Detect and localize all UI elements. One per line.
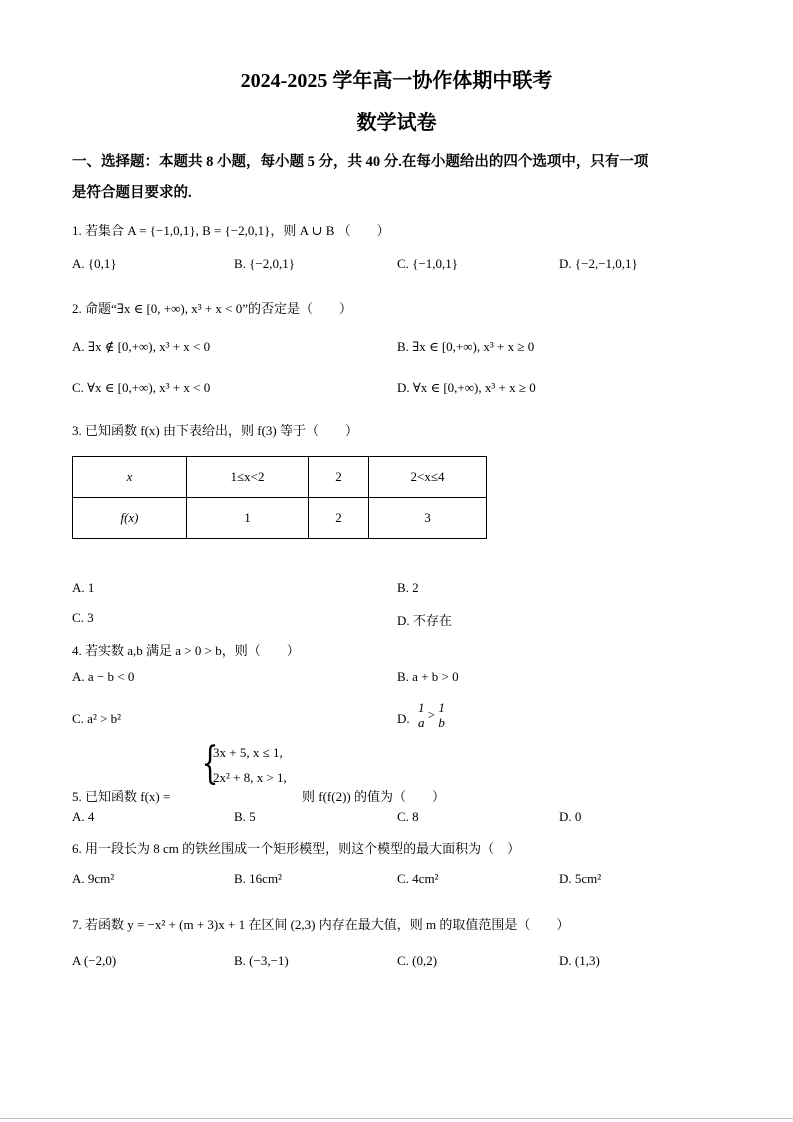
page-title: 2024-2025 学年高一协作体期中联考 [240,70,553,92]
piecewise-case-1: 3x + 5, x ≤ 1, [213,745,283,760]
question-5-option-c: C. 8 [397,809,419,824]
table-cell: 3 [369,498,487,539]
table-row [73,498,487,539]
fraction [418,700,425,730]
question-4-option-c: C. a² > b² [72,711,122,726]
table-cell: 1≤x<2 [187,457,309,498]
question-7-stem: 7. 若函数 y = −x² + (m + 3)x + 1 在区间 (2,3) 内存在最大值，则 m 的取值范围是（ ） [72,917,570,932]
option-label: D. [397,711,410,726]
page-subtitle: 数学试卷 [356,112,437,134]
question-7-option-a: A (−2,0) [72,953,117,968]
table-cell: 1 [187,498,309,539]
question-6-option-c: C. 4cm² [397,871,439,886]
table-cell: f(x) [73,498,187,539]
question-6-stem: 6. 用一段长为 8 cm 的铁丝围成一个矩形模型，则这个模型的最大面积为（ ） [72,841,521,856]
question-5-stem-pre: 5. 已知函数 f(x) = [72,789,171,804]
question-7-option-d: D. (1,3) [559,953,600,968]
piecewise-case-2: 2x² + 8, x > 1, [213,770,287,785]
question-7-option-c: C. (0,2) [397,953,438,968]
numerator: 1 [418,700,425,715]
question-2-option-c: C. ∀x ∈ [0,+∞), x³ + x < 0 [72,380,211,395]
question-6-option-d: D. 5cm² [559,871,602,886]
section-heading-line2: 是符合题目要求的. [72,185,192,201]
question-1-option-d: D. {−2,−1,0,1} [559,256,638,271]
question-1-option-c: C. {−1,0,1} [397,256,458,271]
question-4-option-d [397,711,410,727]
question-2-option-d: D. ∀x ∈ [0,+∞), x³ + x ≥ 0 [397,380,536,395]
numerator: 1 [438,700,445,715]
question-4-option-b: B. a + b > 0 [397,669,459,684]
denominator: b [438,715,445,730]
fraction-expression [418,700,445,730]
table-cell: 2 [309,457,369,498]
question-4-stem: 4. 若实数 a,b 满足 a > 0 > b，则（ ） [72,643,300,658]
question-3-option-c: C. 3 [72,610,94,625]
table-row [73,457,487,498]
question-5-option-b: B. 5 [234,809,256,824]
question-3-option-b: B. 2 [397,580,419,595]
question-3-option-d: D. 不存在 [397,613,452,628]
question-1-stem: 1. 若集合 A = {−1,0,1}, B = {−2,0,1}，则 A ∪ B （ ） [72,223,390,238]
question-1-option-a: A. {0,1} [72,256,117,271]
section-heading-line1: 一、选择题：本题共 8 小题，每小题 5 分，共 40 分.在每小题给出的四个选项中，只有一项 [72,154,649,170]
denominator: a [418,715,425,730]
brace: { [201,738,219,789]
table-cell: 2 [309,498,369,539]
question-2-option-a: A. ∃x ∉ [0,+∞), x³ + x < 0 [72,339,211,354]
table-cell: x [73,457,187,498]
question-2-stem: 2. 命题“∃x ∈ [0, +∞), x³ + x < 0”的否定是（ ） [72,301,353,316]
value-table [72,456,487,539]
question-6-option-a: A. 9cm² [72,871,115,886]
comparison-sign: > [427,707,436,722]
footer-divider [0,1118,793,1119]
table-cell: 2<x≤4 [369,457,487,498]
question-5-option-a: A. 4 [72,809,95,824]
question-3-stem: 3. 已知函数 f(x) 由下表给出，则 f(3) 等于（ ） [72,423,358,438]
question-2-option-b: B. ∃x ∈ [0,+∞), x³ + x ≥ 0 [397,339,535,354]
question-4-option-a: A. a − b < 0 [72,669,135,684]
fraction [438,700,445,730]
question-1-option-b: B. {−2,0,1} [234,256,295,271]
question-7-option-b: B. (−3,−1) [234,953,289,968]
question-6-option-b: B. 16cm² [234,871,282,886]
question-5-option-d: D. 0 [559,809,582,824]
question-3-option-a: A. 1 [72,580,95,595]
question-5-stem-post: 则 f(f(2)) 的值为（ ） [302,789,445,804]
